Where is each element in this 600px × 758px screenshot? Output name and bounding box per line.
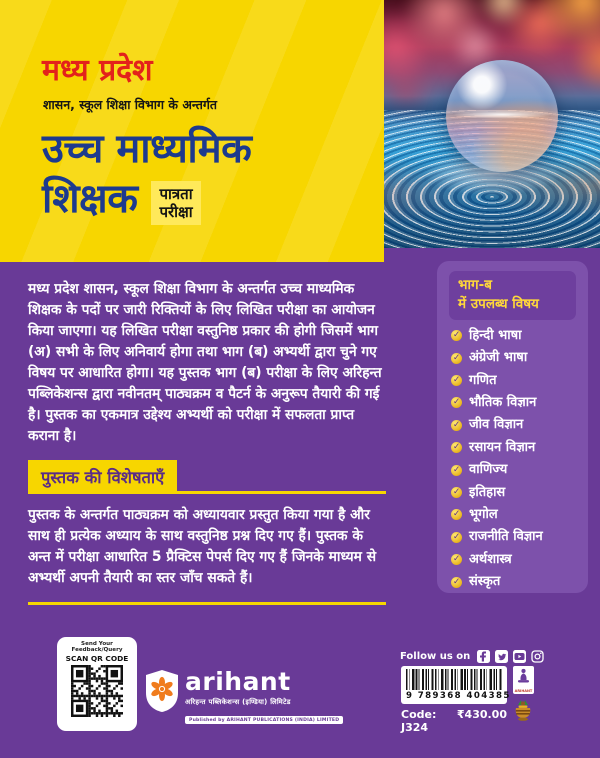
qr-caption-line1: Send Your Feedback/Query [71,641,123,653]
subject-item [451,508,578,522]
youtube-icon [513,650,526,663]
instagram-icon [531,650,544,663]
subject-item [451,396,578,410]
yellow-divider [28,602,386,605]
code-price-row [401,708,507,734]
jain-emblem-label: ARIHANT [514,689,533,693]
subjects-panel [437,261,588,593]
check-icon: ✓ [452,330,461,341]
subject-label: भौतिक विज्ञान [469,394,537,410]
barcode-icon [406,669,502,690]
glass-sphere [446,60,558,172]
features-paragraph: पुस्तक के अन्तर्गत पाठ्यक्रम को अध्यायवार प्रस्तुत किया गया है और साथ ही प्रत्येक अध्याय के साथ वस्तुनिष्ठ प्रश्न दिए गए हैं। पुस्तक के अन्त में परीक्षा आधारित 5 प्रैक्टिस पेपर्स दिए गए हैं जिनके माध्यम से अभ्यर्थी अपनी तैयारी का स्तर जाँच सकते हैं। [28,506,377,586]
subject-item [451,463,578,477]
title-tag-line1: पात्रता [159,184,193,203]
jain-figure-icon [515,667,532,686]
published-by-line: Published by ARIHANT PUBLICATIONS (INDIA) LIMITED [185,716,343,724]
features-heading: पुस्तक की विशेषताएँ [28,460,177,491]
check-icon: ✓ [452,509,461,520]
check-icon: ✓ [452,352,461,363]
subject-label: गणित [469,372,497,388]
subject-label: रसायन विज्ञान [469,439,536,455]
title-tag-line2: परीक्षा [159,202,193,221]
qr-code-icon [71,665,123,717]
subject-item [451,351,578,365]
follow-us-label: Follow us on [400,651,471,662]
subject-label: हिन्दी भाषा [469,327,522,343]
cover-photo [384,0,600,248]
book-price: ₹430.00 [456,708,507,721]
subject-item [451,575,578,589]
check-icon: ✓ [452,419,461,430]
subject-label: इतिहास [469,484,506,500]
check-icon: ✓ [452,487,461,498]
arihant-shield-icon [145,669,179,713]
book-title-line1: उच्च माध्यमिक [42,126,252,172]
subject-list [447,329,578,589]
subject-item [451,329,578,343]
features-heading-rule [28,460,386,494]
subject-label: अर्थशास्त्र [469,551,512,567]
subjects-heading-line1: भाग-ब [458,277,492,293]
sphere-waterline [453,110,552,119]
check-icon: ✓ [452,375,461,386]
subject-item [451,486,578,500]
check-icon: ✓ [452,576,461,587]
description-column [28,279,386,605]
subject-label: भूगोल [469,506,498,522]
twitter-icon [495,650,508,663]
subject-label: अंग्रेजी भाषा [469,350,528,366]
book-code: Code: J324 [401,708,437,734]
subject-label: राजनीति विज्ञान [469,529,543,545]
check-icon: ✓ [452,554,461,565]
book-title-line2: शिक्षक [42,176,138,223]
region-title: मध्य प्रदेश [42,53,153,88]
check-icon: ✓ [452,397,461,408]
subject-item [451,418,578,432]
subject-label: जीव विज्ञान [469,417,524,433]
subject-item [451,374,578,388]
facebook-icon [477,650,490,663]
subjects-heading-line2: में उपलब्ध विषय [458,295,539,312]
book-title [42,124,251,225]
intro-paragraph: मध्य प्रदेश शासन, स्कूल शिक्षा विभाग के अन्तर्गत उच्च माध्यमिक शिक्षक के पदों पर जारी रिक्तियों के लिए लिखित परीक्षा का आयोजन किया जाएगा। यह लिखित परीक्षा वस्तुनिष्ठ प्रकार की होगी जिसमें भाग (अ) सभी के लिए अनिवार्य होगा तथा भाग (ब) अभ्यर्थी द्वारा चुने गए विषय पर आधारित होगा। यह पुस्तक भाग (ब) परीक्षा के लिए अरिहन्त पब्लिकेशन्स द्वारा नवीनतम् पाठ्यक्रम व पैटर्न के अनुरूप तैयारी की गई है। पुस्तक का एकमात्र उद्देश्य अभ्यर्थी को परीक्षा में सफलता प्राप्त कराना है। [28,281,382,444]
isbn-barcode-box [401,666,511,704]
check-icon: ✓ [452,531,461,542]
feedback-qr-box [57,637,137,731]
kalash-icon [512,699,534,723]
subjects-panel-heading [449,271,576,320]
title-tag [151,181,200,225]
check-icon: ✓ [452,464,461,475]
subject-label: संस्कृत [469,574,501,590]
publisher-brand-name: arihant [185,667,291,696]
header-band [0,0,384,262]
qr-caption-line2: SCAN QR CODE [65,654,129,663]
subject-item [451,553,578,567]
follow-us-row [400,650,544,663]
subject-item [451,530,578,544]
publisher-logo [145,669,343,725]
publisher-name-hindi: अरिहन्त पब्लिकेशन्स (इण्डिया) लिमिटेड [185,697,291,706]
jain-emblem-box [513,666,534,694]
subject-label: वाणिज्य [469,462,508,478]
region-subtitle: शासन, स्कूल शिक्षा विभाग के अन्तर्गत [43,97,218,112]
subject-item [451,441,578,455]
isbn-number: 9 789368 404385 [406,691,511,701]
check-icon: ✓ [452,442,461,453]
